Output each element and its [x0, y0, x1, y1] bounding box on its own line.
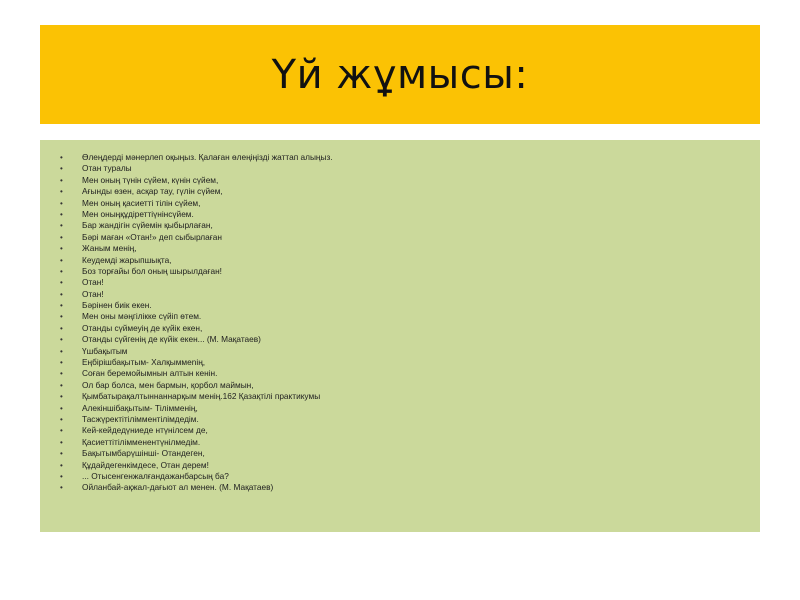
list-item	[60, 357, 740, 368]
list-item-text: Бәрі маған «Отан!» деп сыбырлаған	[82, 231, 222, 242]
list-item-text: Ол бар болса, мен бармын, қорбол маймын,	[82, 379, 254, 390]
bullet-icon: •	[60, 301, 63, 311]
list-item-text: Мен оны мәңгілікке сүйіп өтем.	[82, 311, 202, 322]
list-item-text: Ойланбай-ақжал-дағыот ал менен. (М. Мақатаев)	[82, 482, 274, 493]
list-item	[60, 414, 740, 425]
bullet-icon: •	[60, 358, 63, 368]
list-item	[60, 323, 740, 334]
list-item-text: ... Отысенгенжалғандажанбарсың ба?	[82, 470, 229, 481]
bullet-icon: •	[60, 209, 63, 219]
bullet-icon: •	[60, 312, 63, 322]
bullet-icon: •	[60, 392, 63, 402]
bullet-icon: •	[60, 426, 63, 436]
list-item-text: Бақытымбарүшінші- Отандеген,	[82, 448, 205, 459]
list-item	[60, 232, 740, 243]
title-band	[40, 25, 760, 124]
list-item-text: Боз торғайы бол оның шырылдаған!	[82, 265, 222, 276]
bullet-icon: •	[60, 346, 63, 356]
bullet-icon: •	[60, 244, 63, 254]
list-item	[60, 380, 740, 391]
list-item-text: Отан туралы	[82, 163, 132, 174]
slide-title: Үй жұмысы:	[271, 51, 529, 98]
bullet-icon: •	[60, 266, 63, 276]
bullet-icon: •	[60, 335, 63, 345]
list-item	[60, 334, 740, 345]
list-item-text: Бәрінен биік екен.	[82, 300, 152, 311]
list-item	[60, 163, 740, 174]
list-item	[60, 209, 740, 220]
list-item-text: Алекіншібақытым- Тілімменің,	[82, 402, 198, 413]
bullet-list	[60, 152, 740, 494]
list-item	[60, 460, 740, 471]
bullet-icon: •	[60, 198, 63, 208]
list-item-text: Отанды сүймеуің де күйік екен,	[82, 322, 203, 333]
bullet-icon: •	[60, 369, 63, 379]
list-item	[60, 448, 740, 459]
bullet-icon: •	[60, 232, 63, 242]
list-item-text: Кей-кейдедүниеде нтүнілсем де,	[82, 425, 208, 436]
list-item-text: Қасиеттітілімменентүнілмедім.	[82, 436, 201, 447]
list-item-text: Жаным менің,	[82, 243, 137, 254]
list-item	[60, 391, 740, 402]
list-item-text: Отанды сүйгенің де күйік екен... (М. Мақатаев)	[82, 334, 261, 345]
list-item	[60, 277, 740, 288]
bullet-icon: •	[60, 164, 63, 174]
list-item	[60, 311, 740, 322]
bullet-icon: •	[60, 449, 63, 459]
list-item-text: Ағынды өзен, асқар тау, гүлін сүйем,	[82, 186, 223, 197]
list-item-text: Мен оның түнін сүйем, күнін сүйем,	[82, 174, 219, 185]
list-item	[60, 403, 740, 414]
list-item	[60, 243, 740, 254]
list-item-text: Кеудемді жарыпшықта,	[82, 254, 172, 265]
list-item	[60, 220, 740, 231]
list-item-text: Үшбақытым	[82, 345, 128, 356]
list-item	[60, 368, 740, 379]
bullet-icon: •	[60, 278, 63, 288]
content-box	[40, 140, 760, 532]
bullet-icon: •	[60, 153, 63, 162]
bullet-icon: •	[60, 221, 63, 231]
bullet-icon: •	[60, 460, 63, 470]
list-item-text: Мен оның қасиетті тілін сүйем,	[82, 197, 201, 208]
list-item-text: Мен оныңқұдіреттіүнінсүйем.	[82, 208, 194, 219]
list-item	[60, 300, 740, 311]
bullet-icon: •	[60, 187, 63, 197]
bullet-icon: •	[60, 483, 63, 493]
list-item	[60, 266, 740, 277]
list-item	[60, 425, 740, 436]
list-item-text: Отан!	[82, 288, 104, 299]
bullet-icon: •	[60, 323, 63, 333]
bullet-icon: •	[60, 255, 63, 265]
bullet-icon: •	[60, 414, 63, 424]
list-item	[60, 175, 740, 186]
list-item-text: Соған беремойымнын алтын кенін.	[82, 368, 218, 379]
list-item	[60, 186, 740, 197]
list-item	[60, 152, 740, 163]
list-item-text: Бар жандігін сүйемін қыбырлаған,	[82, 220, 213, 231]
list-item	[60, 482, 740, 493]
bullet-icon: •	[60, 403, 63, 413]
list-item	[60, 255, 740, 266]
list-item	[60, 437, 740, 448]
list-item-text: Еңбірішбақытым- Халқыммenің,	[82, 357, 206, 368]
list-item-text: Отан!	[82, 277, 104, 288]
list-item-text: Қымбатырақалтыннаннарқым менің.162 Қазақтілі практикумы	[82, 391, 321, 402]
bullet-icon: •	[60, 471, 63, 481]
bullet-icon: •	[60, 175, 63, 185]
bullet-icon: •	[60, 380, 63, 390]
list-item-text: Тасжүректітілімментілімдедім.	[82, 413, 199, 424]
list-item	[60, 346, 740, 357]
list-item-text: Құдайдегенкімдесе, Отан дерем!	[82, 459, 209, 470]
list-item	[60, 289, 740, 300]
list-item-text: Өлеңдерді мәнерлеп оқыңыз. Қалаған өлеңіңізді жаттап алыңыз.	[82, 152, 333, 162]
list-item	[60, 471, 740, 482]
bullet-icon: •	[60, 437, 63, 447]
bullet-icon: •	[60, 289, 63, 299]
list-item	[60, 198, 740, 209]
